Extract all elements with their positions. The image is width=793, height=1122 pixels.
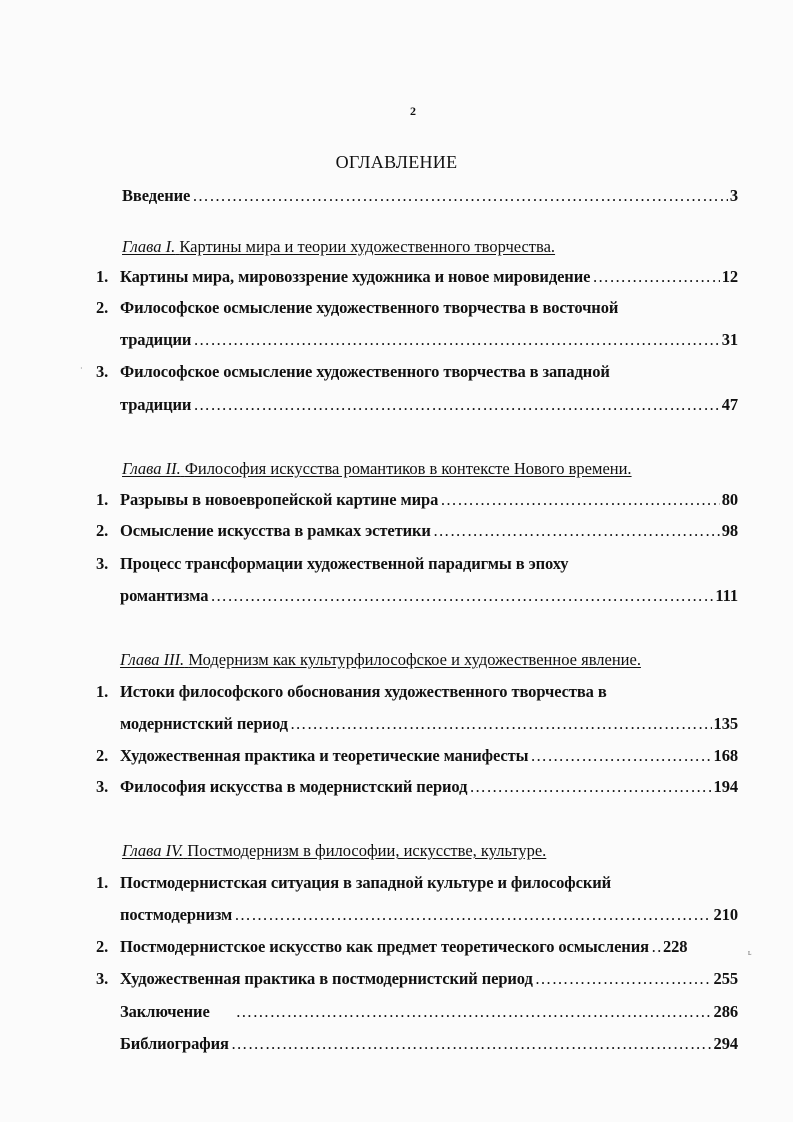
- chapter-prefix: Глава I.: [122, 237, 176, 256]
- dot-leader: [236, 1002, 712, 1022]
- toc-entry-page: 255: [713, 969, 738, 988]
- chapter-title: Постмодернизм в философии, искусстве, культуре.: [187, 841, 547, 860]
- toc-entry-page: 98: [721, 521, 738, 540]
- toc-entry-2-3[interactable]: [96, 554, 738, 574]
- chapter-prefix: Глава III.: [120, 650, 185, 669]
- toc-entry-page: 194: [713, 777, 738, 796]
- dot-leader: [592, 267, 719, 287]
- toc-entry-number: 3.: [96, 777, 109, 796]
- toc-entry-label: Осмысление искусства в рамках эстетики: [120, 521, 431, 540]
- toc-entry-continuation: романтизма: [120, 586, 209, 605]
- toc-entry-page: 80: [721, 490, 738, 509]
- toc-entry-continuation: постмодернизм: [120, 905, 233, 924]
- toc-entry-label: Картины мира, мировоззрение художника и новое мировидение: [120, 267, 591, 286]
- scan-speck: ·: [80, 364, 83, 373]
- toc-entry-label: Разрывы в новоевропейской картине мира: [120, 490, 439, 509]
- toc-entry-page: 47: [721, 395, 738, 414]
- toc-entry-3-3[interactable]: [96, 777, 738, 797]
- toc-entry-page: 286: [713, 1002, 738, 1021]
- toc-entry-label: Процесс трансформации художественной парадигмы в эпоху: [120, 554, 569, 573]
- chapter-heading-4[interactable]: [122, 841, 546, 861]
- toc-entry-bibliography[interactable]: [120, 1034, 738, 1054]
- toc-entry-continuation: традиции: [120, 395, 192, 414]
- toc-entry-2-1[interactable]: [96, 490, 738, 510]
- dot-leader: [433, 521, 720, 541]
- toc-entry-label: Постмодернистская ситуация в западной культуре и философский: [120, 873, 612, 892]
- toc-entry-page: 294: [713, 1034, 738, 1053]
- toc-title: ОГЛАВЛЕНИЕ: [335, 152, 458, 172]
- toc-entry-number: 3.: [96, 554, 109, 573]
- toc-entry-number: 2.: [96, 937, 109, 956]
- toc-entry-1-3[interactable]: [96, 362, 738, 382]
- toc-entry-4-3[interactable]: [96, 969, 738, 989]
- toc-entry-page: 210: [713, 905, 738, 924]
- chapter-title: Философия искусства романтиков в контексте Нового времени.: [184, 459, 632, 478]
- toc-entry-4-1[interactable]: [96, 873, 738, 893]
- toc-entry-3-1[interactable]: [96, 682, 738, 702]
- toc-entry-page: 135: [713, 714, 738, 733]
- dot-leader: [234, 905, 711, 925]
- toc-entry-page: 111: [715, 586, 738, 605]
- toc-entry-page: 3: [729, 186, 738, 205]
- toc-entry-label: Философия искусства в модернистский период: [120, 777, 468, 796]
- dot-leader: [651, 937, 661, 957]
- dot-leader: [210, 586, 713, 606]
- dot-leader: [231, 1034, 712, 1054]
- toc-entry-label: Введение: [122, 186, 191, 205]
- toc-entry-1-2-cont[interactable]: [120, 330, 738, 350]
- dot-leader: [440, 490, 719, 510]
- toc-entry-1-1[interactable]: [96, 267, 738, 287]
- toc-entry-2-3-cont[interactable]: [120, 586, 738, 606]
- toc-entry-intro[interactable]: [122, 186, 738, 206]
- toc-entry-number: 1.: [96, 682, 109, 701]
- toc-entry-page: 168: [713, 746, 738, 765]
- toc-entry-label: Истоки философского обоснования художественного творчества в: [120, 682, 607, 701]
- toc-entry-label: Библиография: [120, 1034, 229, 1053]
- page-number: 2: [410, 104, 416, 118]
- chapter-heading-2[interactable]: [122, 459, 632, 479]
- toc-entry-number: 1.: [96, 490, 109, 509]
- toc-entry-number: 3.: [96, 969, 109, 988]
- dot-leader: [530, 746, 711, 766]
- toc-entry-2-2[interactable]: [96, 521, 738, 541]
- chapter-prefix: Глава IV.: [122, 841, 184, 860]
- toc-entry-continuation: модернистский период: [120, 714, 288, 733]
- toc-entry-number: 2.: [96, 746, 109, 765]
- toc-entry-1-2[interactable]: [96, 298, 738, 318]
- toc-entry-page: 12: [721, 267, 738, 286]
- toc-entry-label: Философское осмысление художественного творчества в западной: [120, 362, 610, 381]
- toc-entry-3-2[interactable]: [96, 746, 738, 766]
- toc-entry-3-1-cont[interactable]: [120, 714, 738, 734]
- chapter-title: Модернизм как культурфилософское и художественное явление.: [188, 650, 641, 669]
- toc-entry-number: 1.: [96, 873, 109, 892]
- dot-leader: [535, 969, 712, 989]
- toc-entry-page: 31: [721, 330, 738, 349]
- toc-entry-continuation: традиции: [120, 330, 192, 349]
- toc-entry-label: Постмодернистское искусство как предмет теоретического осмысления: [120, 937, 649, 956]
- chapter-prefix: Глава II.: [122, 459, 181, 478]
- chapter-heading-3[interactable]: [120, 650, 641, 670]
- toc-entry-label: Философское осмысление художественного творчества в восточной: [120, 298, 619, 317]
- chapter-heading-1[interactable]: [122, 237, 555, 257]
- dot-leader: [290, 714, 712, 734]
- toc-entry-1-3-cont[interactable]: [120, 395, 738, 415]
- dot-leader: [192, 186, 728, 206]
- toc-entry-label: Заключение: [120, 1002, 210, 1021]
- toc-entry-label: Художественная практика в постмодернистский период: [120, 969, 533, 988]
- toc-entry-conclusion[interactable]: [120, 1002, 738, 1022]
- toc-entry-number: 1.: [96, 267, 109, 286]
- chapter-title: Картины мира и теории художественного творчества.: [179, 237, 556, 256]
- dot-leader: [193, 330, 719, 350]
- toc-entry-number: 2.: [96, 298, 109, 317]
- scan-speck: ʟ: [748, 948, 752, 957]
- toc-entry-number: 3.: [96, 362, 109, 381]
- toc-entry-label: Художественная практика и теоретические манифесты: [120, 746, 529, 765]
- toc-entry-4-1-cont[interactable]: [120, 905, 738, 925]
- dot-leader: [469, 777, 711, 797]
- toc-entry-page: 228: [662, 937, 688, 956]
- toc-entry-4-2[interactable]: [96, 937, 738, 957]
- toc-entry-number: 2.: [96, 521, 109, 540]
- dot-leader: [193, 395, 719, 415]
